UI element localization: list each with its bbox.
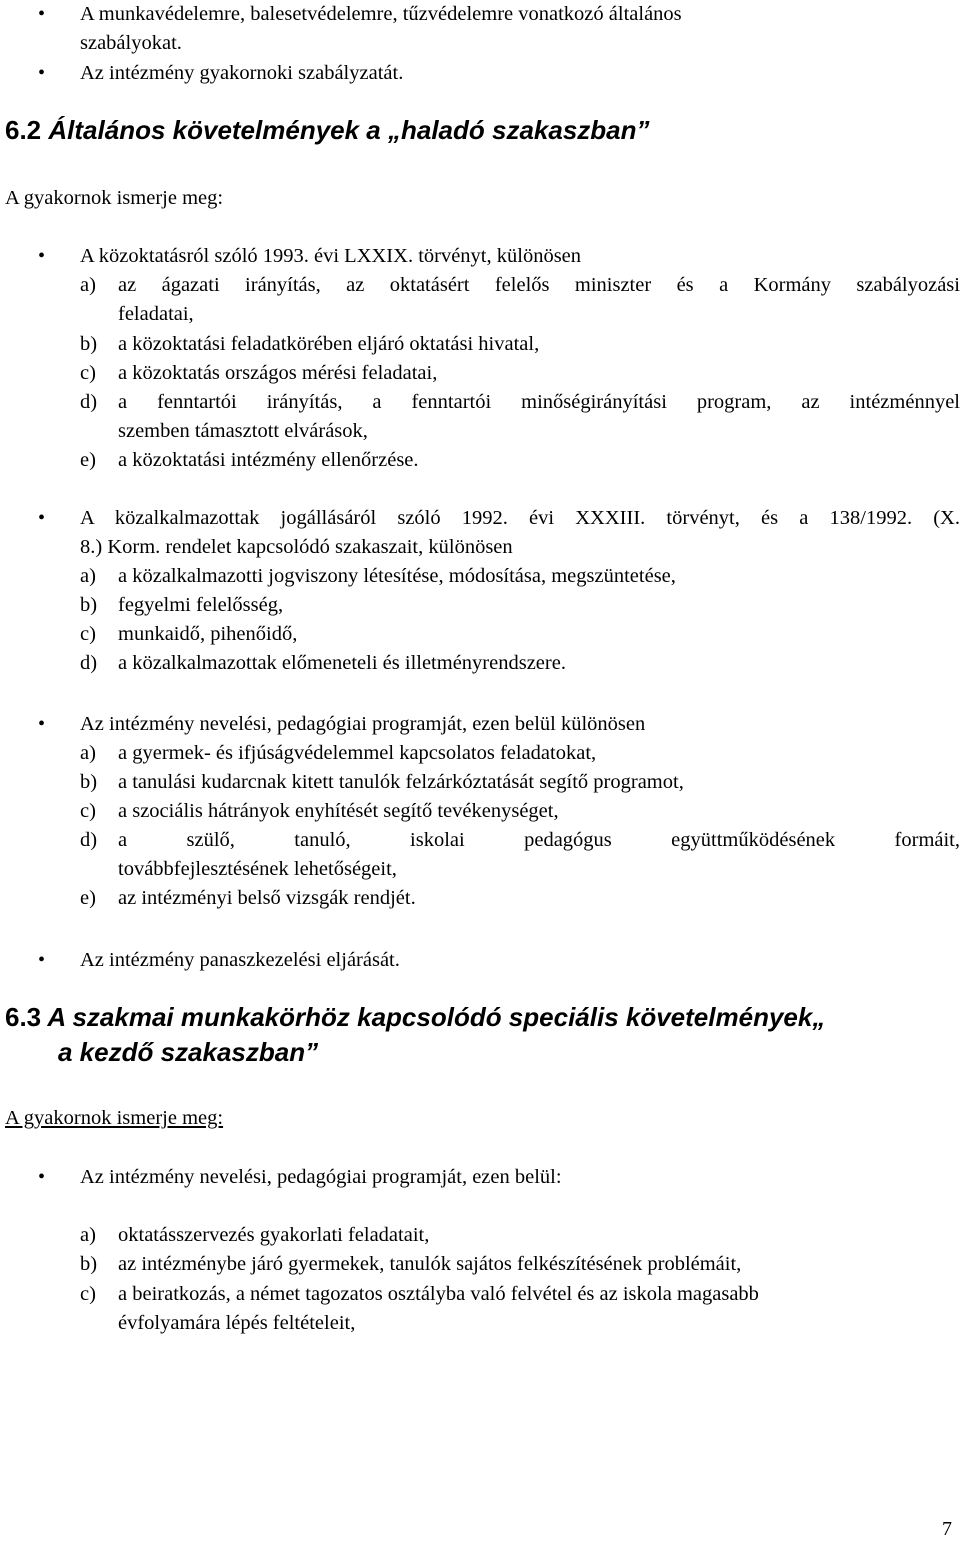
sub-item-line: továbbfejlesztésének lehetőségeit,	[118, 858, 397, 880]
sub-item	[80, 884, 960, 913]
section-number: 6.3	[5, 1002, 42, 1032]
sub-item-line: az ágazati irányítás, az oktatásért felelős miniszter és a Kormány szabályozási	[118, 274, 960, 296]
sub-item	[80, 271, 960, 329]
section-title: Általános követelmények a „haladó szakaszban”	[48, 115, 650, 145]
sub-item-label: c)	[80, 1283, 96, 1305]
sub-item	[80, 562, 960, 591]
sub-item-line: a tanulási kudarcnak kitett tanulók felzárkóztatását segítő programot,	[118, 771, 684, 793]
list-item	[80, 946, 960, 975]
list-item-line: • Az intézmény gyakornoki szabályzatát.	[80, 62, 404, 84]
section-title-line: A szakmai munkakörhöz kapcsolódó speciális követelmények„	[47, 1002, 826, 1032]
sub-item-label: b)	[80, 333, 98, 355]
list-item	[80, 0, 960, 58]
sub-item-line: feladatai,	[118, 303, 194, 325]
sub-item-line: a fenntartói irányítás, a fenntartói minőségirányítási program, az intézménnyel	[118, 391, 960, 413]
list-item-line: • Az intézmény nevelési, pedagógiai programját, ezen belül:	[80, 1166, 562, 1188]
section-heading-6-3	[5, 1000, 825, 1034]
sub-item	[80, 388, 960, 446]
sub-item	[80, 1221, 960, 1250]
sub-item-line: a közalkalmazottak előmeneteli és illetményrendszere.	[118, 652, 566, 674]
sub-item-label: c)	[80, 800, 96, 822]
sub-item	[80, 591, 960, 620]
sub-item-line: a közalkalmazotti jogviszony létesítése, módosítása, megszüntetése,	[118, 565, 676, 587]
sub-item-label: e)	[80, 887, 96, 909]
sub-item	[80, 620, 960, 649]
sub-item	[80, 446, 960, 475]
sub-item-line: évfolyamára lépés feltételeit,	[118, 1312, 356, 1334]
section-intro: A gyakornok ismerje meg:	[5, 1107, 224, 1129]
list-item-line: • A közalkalmazottak jogállásáról szóló 1992. évi XXXIII. törvényt, és a 138/1992. (X.	[80, 507, 960, 529]
sub-item	[80, 739, 960, 768]
list-item-line: • Az intézmény panaszkezelési eljárását.	[80, 949, 400, 971]
list-item	[80, 242, 960, 271]
sub-item-label: c)	[80, 623, 96, 645]
sub-item	[80, 1280, 960, 1338]
list-item	[80, 1163, 960, 1192]
sub-item-label: d)	[80, 652, 98, 674]
list-item-line: 8.) Korm. rendelet kapcsolódó szakaszait, különösen	[80, 536, 513, 558]
list-item	[80, 504, 960, 562]
list-item-line: • A közoktatásról szóló 1993. évi LXXIX. törvényt, különösen	[80, 245, 582, 267]
sub-item-label: b)	[80, 1253, 98, 1275]
sub-item-line: a közoktatás országos mérési feladatai,	[118, 362, 438, 384]
sub-item-line: a szülő, tanuló, iskolai pedagógus együttműködésének formáit,	[118, 829, 960, 851]
sub-item-label: b)	[80, 771, 98, 793]
sub-item-label: d)	[80, 391, 98, 413]
sub-item-label: d)	[80, 829, 98, 851]
sub-item-label: a)	[80, 1224, 96, 1246]
section-title-line: a kezdő szakaszban”	[58, 1037, 319, 1067]
sub-item-line: az intézménybe járó gyermekek, tanulók sajátos felkészítésének problémáit,	[118, 1253, 742, 1275]
sub-item	[80, 797, 960, 826]
section-number: 6.2	[5, 115, 42, 145]
sub-item-label: a)	[80, 274, 96, 296]
sub-item	[80, 826, 960, 884]
page-number: 7	[942, 1518, 952, 1540]
sub-item	[80, 649, 960, 678]
sub-item	[80, 1250, 960, 1279]
sub-item-label: a)	[80, 742, 96, 764]
sub-item-line: a beiratkozás, a német tagozatos osztályba való felvétel és az iskola magasabb	[118, 1283, 759, 1305]
sub-item	[80, 768, 960, 797]
section-intro: A gyakornok ismerje meg:	[5, 187, 224, 209]
sub-item-line: szemben támasztott elvárások,	[118, 420, 368, 442]
list-item-line: • A munkavédelemre, balesetvédelemre, tűzvédelemre vonatkozó általános	[80, 3, 682, 25]
sub-item-line: a közoktatási feladatkörében eljáró oktatási hivatal,	[118, 333, 540, 355]
sub-item-label: a)	[80, 565, 96, 587]
sub-item-line: a gyermek- és ifjúságvédelemmel kapcsolatos feladatokat,	[118, 742, 597, 764]
sub-item-line: a közoktatási intézmény ellenőrzése.	[118, 449, 419, 471]
sub-item-label: b)	[80, 594, 98, 616]
sub-item-line: a szociális hátrányok enyhítését segítő tevékenységet,	[118, 800, 559, 822]
list-item-line: • Az intézmény nevelési, pedagógiai programját, ezen belül különösen	[80, 713, 646, 735]
sub-item	[80, 359, 960, 388]
sub-item-line: oktatásszervezés gyakorlati feladatait,	[118, 1224, 430, 1246]
sub-item-label: c)	[80, 362, 96, 384]
section-heading-6-3-cont	[58, 1035, 318, 1069]
list-item	[80, 710, 960, 739]
sub-item-line: munkaidő, pihenőidő,	[118, 623, 298, 645]
sub-item	[80, 330, 960, 359]
section-heading-6-2	[5, 113, 650, 147]
list-item	[80, 59, 960, 88]
sub-item-line: az intézményi belső vizsgák rendjét.	[118, 887, 416, 909]
sub-item-label: e)	[80, 449, 96, 471]
list-item-line: szabályokat.	[80, 32, 182, 54]
sub-item-line: fegyelmi felelősség,	[118, 594, 284, 616]
